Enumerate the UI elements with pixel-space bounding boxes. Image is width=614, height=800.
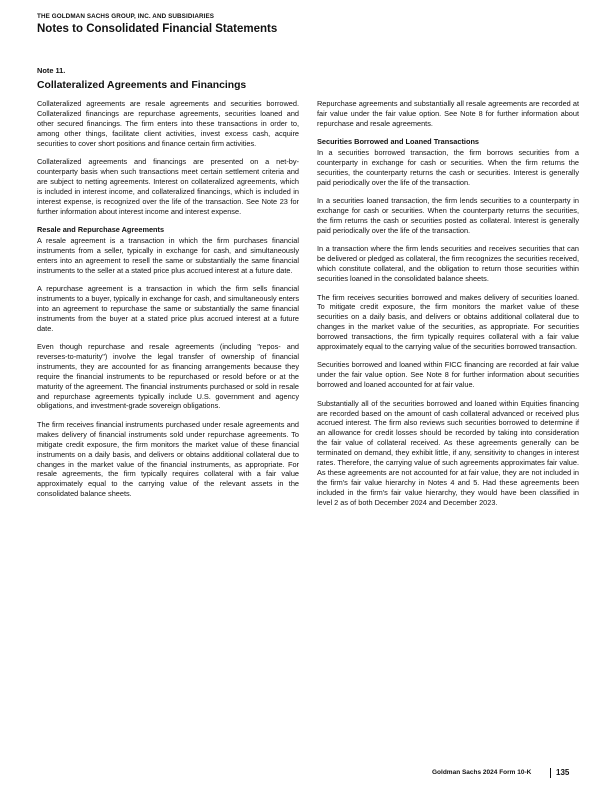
page-number: 135 xyxy=(556,768,570,777)
body-paragraph: In a transaction where the firm lends securities and receives securities that can be delivered or pledged as collateral, the firm recognizes the securities received, which constitute collateral, and the obligation to return those securities within securities loaned in the consolidated balance sheets. xyxy=(317,244,579,284)
body-paragraph: Securities borrowed and loaned within FICC financing are recorded at fair value under the fair value option. See Note 8 for further information about securities borrowed and loaned accounted for at fair value. xyxy=(317,360,579,390)
body-paragraph: The firm receives financial instruments purchased under resale agreements and makes delivery of financial instruments sold under repurchase agreements. To mitigate credit exposure, the firm monitors the market value of these financial instruments on a daily basis, and delivers or obtains additional collateral due to changes in the market value of the financial instruments, as appropriate. For resale agreements, the firm typically requires collateral with a fair value approximately equal to the carrying value of the relevant assets in the consolidated balance sheets. xyxy=(37,419,299,499)
body-paragraph: The firm receives securities borrowed and makes delivery of securities loaned. To mitigate credit exposure, the firm monitors the market value of these securities on a daily basis, and delivers or obtains additional collateral due to changes in the market value of the securities, as appropriate. For securities borrowed transactions, the firm typically requires collateral with a fair value approximately equal to the carrying value of the securities borrowed transaction. xyxy=(317,292,579,352)
body-paragraph: In a securities borrowed transaction, the firm borrows securities from a counterparty in exchange for cash or securities. When the firm returns the securities, the counterparty returns the cash or securities. Interest is generally paid periodically over the life of the transaction. xyxy=(317,148,579,187)
right-column xyxy=(317,99,579,516)
body-paragraph: A resale agreement is a transaction in which the firm purchases financial instruments from a seller, typically in exchange for cash, and simultaneously enters into an agreement to resell the same or substantially the same financial instruments to the seller at a stated price plus accrued interest at a future date. xyxy=(37,235,299,275)
body-paragraph: Even though repurchase and resale agreements (including "repos- and reverses-to-maturity") involve the legal transfer of ownership of financial instruments, they are accounted for as financing arrangements because they require the financial instruments to be repurchased or resold before or at the maturity of the agreement. The financial instruments purchased or sold in resale and repurchase agreements typically include U.S. government and agency obligations, and investment-grade sovereign obligations. xyxy=(37,342,299,411)
company-name-header: THE GOLDMAN SACHS GROUP, INC. AND SUBSIDIARIES xyxy=(37,13,215,20)
body-paragraph: Repurchase agreements and substantially all resale agreements are recorded at fair value under the fair value option. See Note 8 for further information about repurchase and resale agreements. xyxy=(317,99,579,128)
body-paragraph: In a securities loaned transaction, the firm lends securities to a counterparty in exchange for cash or securities. When the counterparty returns the securities, the firm returns the cash or securities posted as collateral. Interest is generally paid periodically over the life of the transaction. xyxy=(317,196,579,235)
footer-divider xyxy=(550,768,551,778)
body-paragraph: A repurchase agreement is a transaction in which the firm sells financial instruments to a buyer, typically in exchange for cash, and simultaneously enters into an agreement to repurchase the same or substantially the same financial instruments from the buyer at a stated price plus accrued interest at a future date. xyxy=(37,284,299,333)
body-paragraph: Substantially all of the securities borrowed and loaned within Equities financing are recorded based on the amount of cash collateral advanced or received plus accrued interest. The firm also reviews such securities borrowed to determine if an allowance for credit losses should be recorded by taking into consideration the fair value of collateral received. As these agreements generally can be terminated on demand, they exhibit little, if any, sensitivity to changes in interest rates. Therefore, the carrying value of such agreements approximates fair value. As these agreements are not accounted for at fair value, they are not included in the firm's fair value hierarchy in Notes 4 and 5. Had these agreements been included in the firm's fair value hierarchy, they would have been classified in level 2 as of both December 2024 and December 2023. xyxy=(317,398,579,507)
body-paragraph: Collateralized agreements are resale agreements and securities borrowed. Collateralized financings are repurchase agreements, securities loaned and other secured financings. The firm enters into these transactions in order to, among other things, facilitate client activities, invest excess cash, acquire securities to cover short positions and finance certain firm activities. xyxy=(37,99,299,148)
left-column xyxy=(37,99,299,508)
note-title: Collateralized Agreements and Financings xyxy=(37,80,247,91)
footer-report-name: Goldman Sachs 2024 Form 10-K xyxy=(432,769,532,776)
section-subheading: Resale and Repurchase Agreements xyxy=(37,224,165,234)
body-paragraph: Collateralized agreements and financings are presented on a net-by-counterparty basis when such transactions meet certain settlement criteria and are subject to netting agreements. Interest on collateralized agreements, which is included in interest income, and collateralized financings, which is included in interest expense, is recognized over the life of the transaction. See Note 23 for further information about interest income and interest expense. xyxy=(37,157,299,216)
note-number: Note 11. xyxy=(37,66,66,75)
section-subheading: Securities Borrowed and Loaned Transactions xyxy=(317,137,480,147)
page-title: Notes to Consolidated Financial Statements xyxy=(37,23,278,35)
